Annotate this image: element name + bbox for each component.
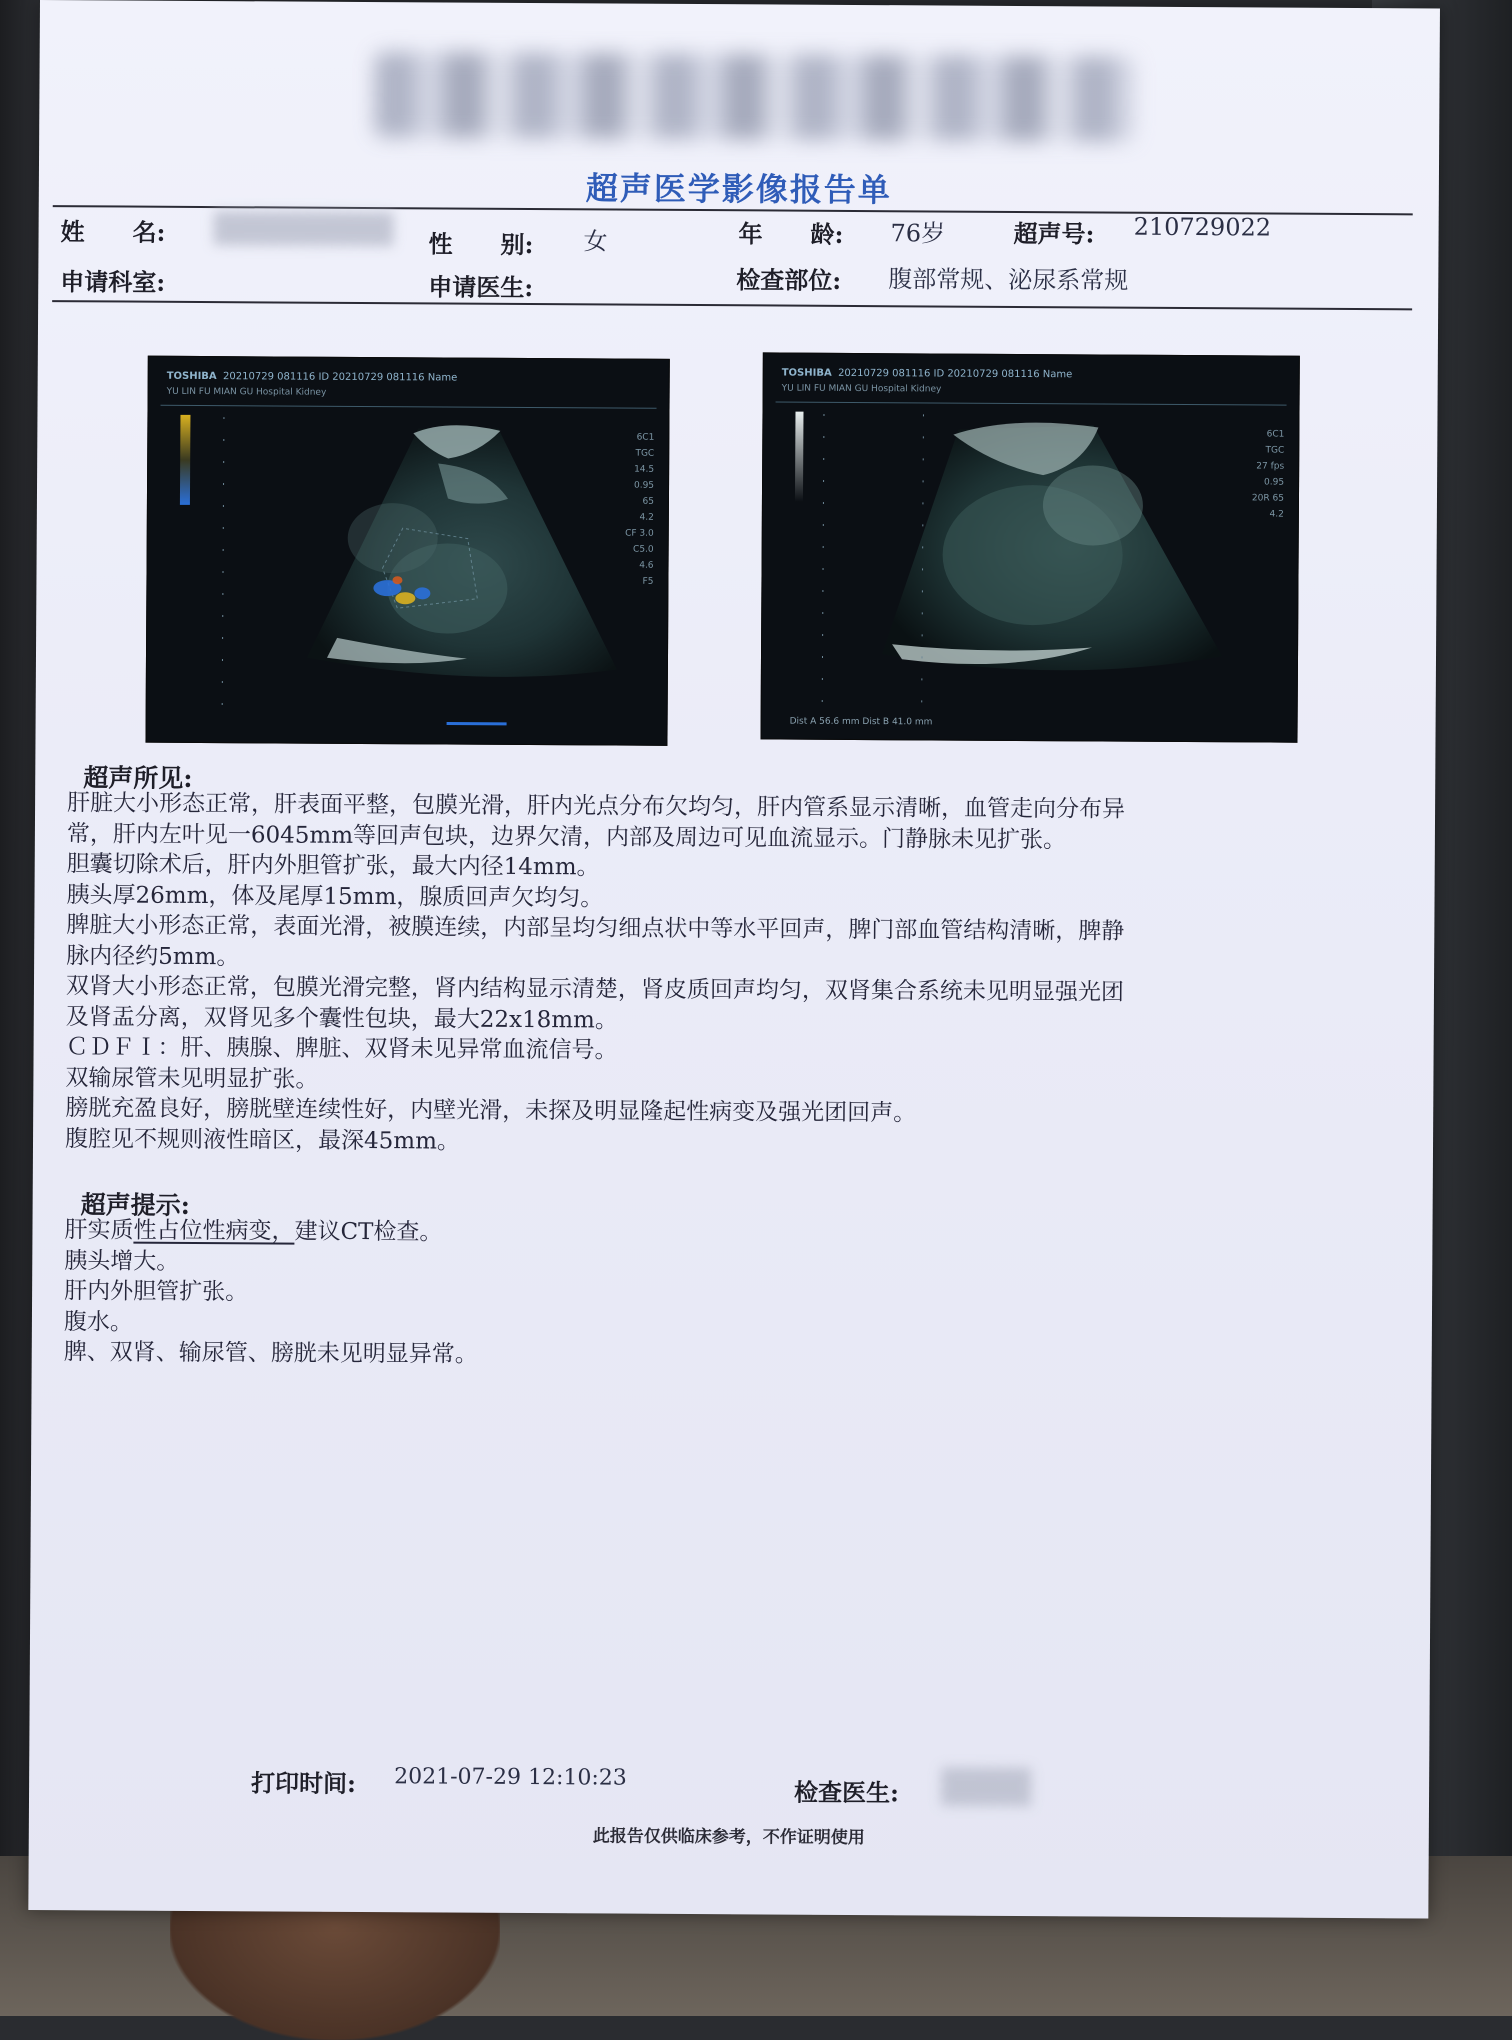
ultrasound-header-2: TOSHIBA 20210729 081116 ID 20210729 081116 Name	[782, 368, 1073, 381]
color-scale-bar	[180, 415, 191, 505]
findings-line: 肝脏大小形态正常，肝表面平整，包膜光滑，肝内光点分布欠均匀，肝内管系显示清晰，血管走向分布异	[67, 788, 1125, 825]
impression-line: 腹水。	[64, 1307, 478, 1340]
ultrasound-params-2: 6C1 TGC 27 fps 0.95 20R 65 4.2	[1252, 426, 1285, 522]
ultrasound-image-1	[145, 356, 669, 746]
findings-line: 脉内径约5mm。	[66, 941, 1124, 978]
impression-line: 肝实质性占位性病变，建议CT检查。	[64, 1215, 478, 1248]
ultrasound-hospital-1: YU LIN FU MIAN GU Hospital Kidney	[167, 387, 327, 398]
us-number-value: 210729022	[1134, 213, 1272, 242]
ultrasound-image-2	[760, 352, 1299, 742]
impression-text	[64, 1215, 479, 1370]
exam-part-value: 腹部常规、泌尿系常规	[888, 259, 1128, 295]
name-label: 姓 名:	[60, 212, 165, 248]
findings-line: 双肾大小形态正常，包膜光滑完整，肾内结构显示清楚，肾皮质回声均匀，双肾集合系统未见明显强光团	[66, 971, 1124, 1008]
exam-doctor-blurred	[941, 1768, 1031, 1807]
exam-part-label: 检查部位:	[736, 260, 841, 296]
impression-title: 超声提示:	[81, 1185, 190, 1222]
exam-doctor-label: 检查医生:	[794, 1773, 899, 1809]
footer-note: 此报告仅供临床参考，不作证明使用	[29, 1818, 1429, 1852]
findings-line: 胰头厚26mm，体及尾厚15mm，腺质回声欠均匀。	[66, 880, 1124, 917]
impression-line: 脾、双肾、输尿管、膀胱未见明显异常。	[64, 1337, 478, 1370]
sex-value: 女	[583, 221, 607, 256]
sex-label: 性 别:	[428, 224, 533, 260]
print-time-label: 打印时间:	[251, 1763, 356, 1799]
findings-line: 胆囊切除术后，肝内外胆管扩张，最大内径14mm。	[67, 849, 1125, 886]
ultrasound-scan-2	[762, 353, 1299, 741]
findings-line: ＣＤＦＩ：肝、胰腺、脾脏、双肾未见异常血流信号。	[66, 1032, 1124, 1069]
ultrasound-hospital-2: YU LIN FU MIAN GU Hospital Kidney	[782, 384, 942, 395]
print-time-value: 2021-07-29 12:10:23	[394, 1764, 627, 1790]
findings-line: 常，肝内左叶见一6045mm等回声包块，边界欠清，内部及周边可见血流显示。门静脉未见扩张。	[67, 819, 1125, 856]
gray-scale-bar	[795, 412, 804, 502]
age-label: 年 龄:	[738, 214, 843, 250]
hospital-name-blurred	[374, 52, 1135, 142]
findings-text	[65, 788, 1125, 1160]
report-title: 超声医学影像报告单	[39, 160, 1439, 215]
impression-line: 胰头增大。	[64, 1246, 478, 1279]
findings-line: 及肾盂分离，双肾见多个囊性包块，最大22x18mm。	[66, 1002, 1124, 1039]
underlined-diagnosis: 性占位性病变，	[133, 1218, 294, 1245]
findings-line: 膀胱充盈良好，膀胱壁连续性好，内壁光滑，未探及明显隆起性病变及强光团回声。	[65, 1093, 1123, 1130]
ultrasound-params-1: 6C1 TGC 14.5 0.95 65 4.2 CF 3.0 C5.0 4.6 F5	[625, 430, 655, 590]
findings-line: 脾脏大小形态正常，表面光滑，被膜连续，内部呈均匀细点状中等水平回声，脾门部血管结构清晰，脾静	[66, 910, 1124, 947]
impression-line: 肝内外胆管扩张。	[64, 1276, 478, 1309]
ultrasound-scan-1	[146, 357, 668, 745]
doctor-label: 申请医生:	[428, 267, 533, 303]
ultrasound-header-1: TOSHIBA 20210729 081116 ID 20210729 081116 Name	[167, 371, 458, 384]
dept-label: 申请科室:	[60, 262, 165, 298]
findings-title: 超声所见:	[83, 758, 192, 795]
ultrasound-measurement: Dist A 56.6 mm Dist B 41.0 mm	[790, 717, 933, 728]
report-paper	[28, 0, 1440, 1919]
us-number-label: 超声号:	[1013, 214, 1094, 249]
age-value: 76岁	[890, 213, 945, 248]
header-rule	[52, 300, 1412, 310]
findings-line: 双输尿管未见明显扩张。	[65, 1063, 1123, 1100]
name-value-blurred	[214, 211, 394, 246]
findings-line: 腹腔见不规则液性暗区，最深45mm。	[65, 1124, 1123, 1161]
